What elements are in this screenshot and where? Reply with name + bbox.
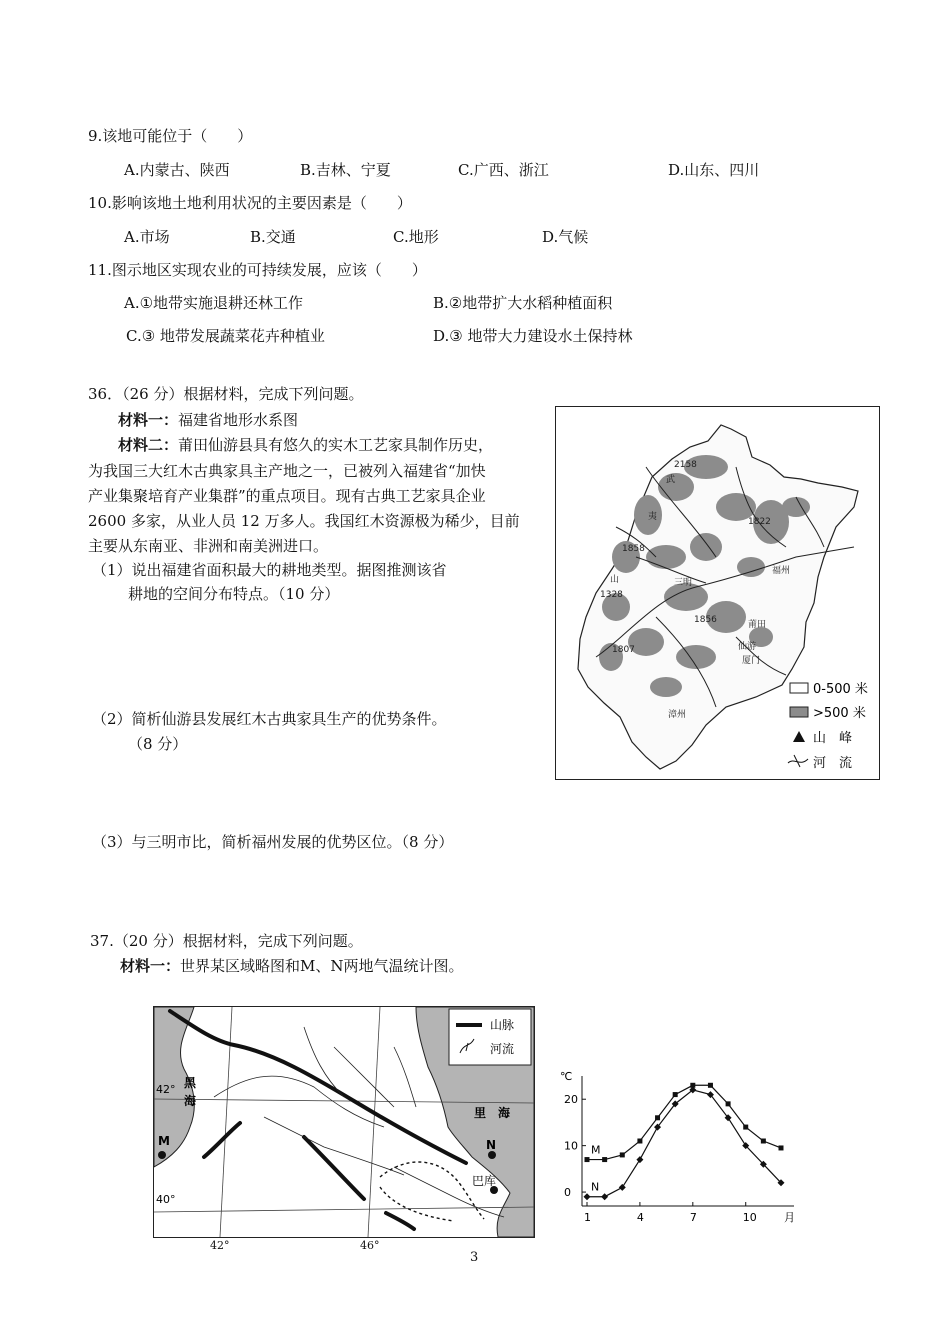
- peak-label-5: 1856: [694, 615, 717, 625]
- place-xiamen: 厦门: [742, 656, 761, 666]
- point-n-month-2: [601, 1193, 608, 1200]
- q9-option-c: C.广西、浙江: [458, 161, 549, 179]
- lat-40: 40°: [156, 1193, 176, 1206]
- region-map: [153, 1006, 535, 1238]
- point-m-month-6: [673, 1092, 678, 1097]
- sea-black-char-1: 黑: [184, 1076, 197, 1090]
- point-m: [158, 1151, 166, 1159]
- place-zhangzhou: 漳州: [668, 710, 687, 720]
- legend-high: >500 米: [813, 706, 866, 721]
- place-shan: 山: [610, 575, 620, 585]
- lat-42: 42°: [156, 1083, 176, 1096]
- q37-material-1: [120, 956, 464, 976]
- series-line-n: [587, 1090, 781, 1197]
- point-m-month-2: [602, 1157, 607, 1162]
- legend-river: 河 流: [813, 756, 853, 771]
- label-m: M: [158, 1134, 170, 1148]
- point-m-month-1: [585, 1157, 590, 1162]
- point-n-month-4: [636, 1156, 643, 1163]
- boundary-dotted: [380, 1162, 484, 1219]
- legend-low: 0-500 米: [813, 682, 868, 697]
- y-tick-label: 10: [564, 1139, 578, 1153]
- q11-option-c: C.③ 地带发展蔬菜花卉种植业: [126, 327, 325, 345]
- peak-label-6: 1807: [612, 645, 635, 655]
- legend-river-2: 河流: [490, 1042, 515, 1056]
- q10-stem: 10.影响该地土地利用状况的主要因素是（ ）: [88, 194, 412, 212]
- point-m-month-5: [655, 1115, 660, 1120]
- point-n: [488, 1151, 496, 1159]
- sea-caspian: 里 海: [474, 1106, 511, 1120]
- q37-m1-text: 世界某区域略图和M、N两地气温统计图。: [180, 957, 464, 975]
- peak-label-4: 1328: [600, 590, 623, 600]
- q9-option-a: A.内蒙古、陕西: [124, 161, 230, 179]
- q36-material-1: [118, 410, 298, 430]
- map-legend: [788, 681, 868, 771]
- y-tick-label: 0: [564, 1186, 571, 1200]
- y-tick-label: 20: [564, 1093, 578, 1107]
- x-unit: 月: [784, 1211, 795, 1224]
- place-xianyou: 仙游: [738, 642, 757, 652]
- q11-stem: 11.图示地区实现农业的可持续发展，应该（ ）: [88, 261, 427, 279]
- point-m-month-8: [708, 1083, 713, 1088]
- y-unit: ℃: [560, 1070, 573, 1083]
- legend-mountain: 山脉: [490, 1018, 515, 1032]
- lon-42: 42°: [210, 1239, 230, 1252]
- q11-option-b: B.②地带扩大水稻种植面积: [433, 294, 613, 312]
- place-yi: 夷: [648, 512, 658, 522]
- x-tick-label: 4: [636, 1211, 644, 1224]
- place-wu: 武: [666, 475, 676, 485]
- page-number: 3: [470, 1250, 479, 1265]
- q10-option-c: C.地形: [393, 228, 439, 246]
- q36-material-2-line-4: 2600 多家，从业人员 12 万多人。我国红木资源极为稀少，目前: [88, 512, 520, 530]
- q36-material-2-line-3: 产业集聚培育产业集群”的重点项目。现有古典工艺家具企业: [88, 487, 486, 505]
- q10-option-b: B.交通: [250, 228, 296, 246]
- temperature-chart: [558, 1066, 798, 1236]
- peak-label-2: 1822: [748, 517, 771, 527]
- series-label-m: M: [591, 1143, 601, 1157]
- q36-sub1-line-2: 耕地的空间分布特点。（10 分）: [128, 585, 340, 603]
- label-n: N: [486, 1138, 497, 1152]
- q11-option-a: A.①地带实施退耕还林工作: [124, 294, 304, 312]
- q36-sub1-line-1: （1）说出福建省面积最大的耕地类型。据图推测该省: [92, 561, 447, 579]
- x-tick-label: 1: [584, 1211, 591, 1224]
- q9-option-d: D.山东、四川: [668, 161, 760, 179]
- q36-material-2-line-5: 主要从东南亚、非洲和南美洲进口。: [88, 537, 329, 555]
- sea-black-char-2: 海: [184, 1094, 197, 1108]
- q36-m1-text: 福建省地形水系图: [178, 411, 299, 429]
- peak-icon: [793, 731, 805, 742]
- q37-m1-label: 材料一：: [120, 957, 181, 975]
- fujian-map: [555, 406, 880, 780]
- lon-46: 46°: [360, 1239, 380, 1252]
- q10-option-d: D.气候: [542, 228, 589, 246]
- point-n-month-1: [584, 1193, 591, 1200]
- point-m-month-10: [743, 1125, 748, 1130]
- legend-peak: 山 峰: [813, 731, 853, 746]
- q36-material-2-line-2: 为我国三大红木古典家具主产地之一，已被列入福建省“加快: [88, 462, 486, 480]
- q36-m2-label: 材料二：: [118, 436, 179, 454]
- point-m-month-12: [779, 1145, 784, 1150]
- q36-sub2-line-2: （8 分）: [128, 735, 188, 753]
- peak-label-3: 1858: [622, 544, 645, 554]
- q9-option-b: B.吉林、宁夏: [300, 161, 391, 179]
- series-label-n: N: [591, 1180, 600, 1194]
- q36-heading: 36．（26 分）根据材料，完成下列问题。: [88, 385, 364, 403]
- q11-option-d: D.③ 地带大力建设水土保持林: [433, 327, 633, 345]
- point-m-month-3: [620, 1152, 625, 1157]
- x-tick-label: 10: [742, 1211, 757, 1224]
- point-n-month-3: [619, 1184, 626, 1191]
- label-baku: 巴库: [472, 1174, 497, 1188]
- q10-option-a: A.市场: [124, 228, 170, 246]
- q37-heading: 37.（20 分）根据材料，完成下列问题。: [90, 932, 363, 950]
- point-m-month-11: [761, 1139, 766, 1144]
- point-m-month-4: [637, 1139, 642, 1144]
- place-fuzhou: 福州: [772, 566, 791, 576]
- q36-sub2-line-1: （2）简析仙游县发展红木古典家具生产的优势条件。: [92, 710, 447, 728]
- place-sanming: 三明: [674, 578, 693, 588]
- x-tick-label: 7: [689, 1211, 697, 1224]
- peak-label-1: 2158: [674, 460, 697, 470]
- q9-stem: 9.该地可能位于（ ）: [88, 127, 253, 145]
- q36-m2-text: 莆田仙游县具有悠久的实木工艺家具制作历史，: [178, 436, 494, 454]
- point-m-month-9: [726, 1101, 731, 1106]
- q36-m1-label: 材料一：: [118, 411, 179, 429]
- place-putian: 莆田: [748, 620, 767, 630]
- q36-material-2-line-1: [118, 435, 493, 455]
- river-icon: [788, 755, 808, 767]
- q36-sub3: （3）与三明市比，简析福州发展的优势区位。（8 分）: [92, 833, 454, 851]
